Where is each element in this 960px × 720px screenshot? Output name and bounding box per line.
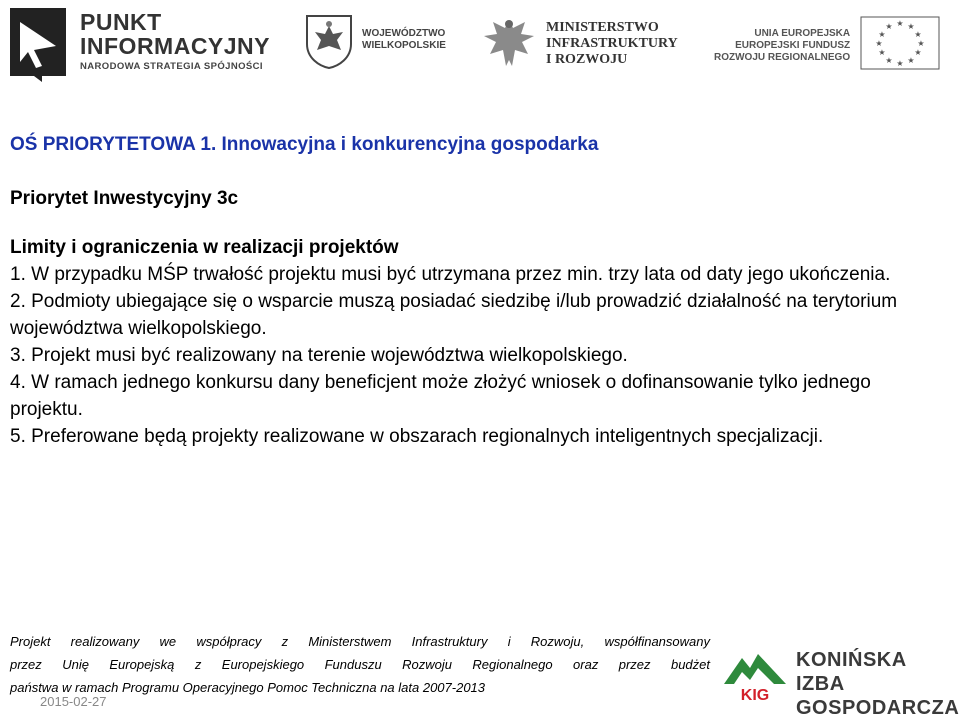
limit-item-4: 4. W ramach jednego konkursu dany beneficjent może złożyć wniosek o dofinansowanie tylko jednego projektu. [10, 372, 871, 420]
investment-priority-heading: Priorytet Inwestycyjny 3c [10, 188, 239, 209]
limit-item-2: 2. Podmioty ubiegające się o wsparcie muszą posiadać siedzibę i/lub prowadzić działalność na terytorium województwa wielkopolskiego. [10, 291, 898, 339]
limit-item-1: 1. W przypadku MŚP trwałość projektu musi być utrzymana przez min. trzy lata od daty jego ukończenia. [10, 264, 891, 285]
limits-list [10, 261, 940, 450]
svg-text:KIG: KIG [740, 687, 770, 704]
svg-text:★: ★ [907, 56, 915, 65]
eu-fund-logo-text: UNIA EUROPEJSKA EUROPEJSKI FUNDUSZ ROZWOJU REGIONALNEGO [714, 28, 851, 63]
svg-text:★: ★ [875, 39, 883, 48]
wielkopolska-logo-text: WOJEWÓDZTWO WIELKOPOLSKIE [362, 28, 446, 51]
svg-text:★: ★ [885, 22, 893, 31]
logo-header [0, 0, 960, 90]
svg-text:★: ★ [896, 59, 904, 68]
svg-text:★: ★ [917, 39, 925, 48]
kig-logo-text: KONIŃSKA IZBA GOSPODARCZA [796, 649, 960, 719]
ministry-eagle-icon [480, 14, 538, 72]
svg-text:★: ★ [878, 48, 886, 57]
svg-text:★: ★ [914, 48, 922, 57]
kig-logo-icon [720, 644, 790, 704]
svg-text:★: ★ [896, 19, 904, 28]
wielkopolska-emblem-icon [305, 14, 353, 70]
ministry-logo-text: MINISTERSTWO INFRASTRUKTURY I ROZWOJU [546, 20, 678, 67]
svg-text:★: ★ [907, 22, 915, 31]
svg-text:★: ★ [914, 30, 922, 39]
footer-line-3: państwa w ramach Programu Operacyjnego Pomoc Techniczna na lata 2007-2013 [10, 680, 486, 695]
eu-flag-icon [860, 16, 940, 70]
footer-line-1: Projekt realizowany we współpracy z Ministerstwem Infrastruktury i Rozwoju, współfinansowany [10, 634, 710, 649]
svg-text:★: ★ [885, 56, 893, 65]
limits-heading: Limity i ograniczenia w realizacji projektów [10, 237, 399, 258]
funding-footer [10, 630, 710, 699]
limit-item-5: 5. Preferowane będą projekty realizowane w obszarach regionalnych inteligentnych specjalizacji. [10, 426, 824, 447]
punkt-informacyjny-logo-icon [6, 6, 70, 84]
slide-date: 2015-02-27 [40, 694, 107, 709]
priority-axis-title: OŚ PRIORYTETOWA 1. Innowacyjna i konkurencyjna gospodarka [10, 134, 599, 155]
limit-item-3: 3. Projekt musi być realizowany na terenie województwa wielkopolskiego. [10, 345, 628, 366]
svg-text:★: ★ [878, 30, 886, 39]
footer-line-2: przez Unię Europejską z Europejskiego Funduszu Rozwoju Regionalnego oraz przez budżet [10, 657, 710, 672]
punkt-informacyjny-logo-text: PUNKT INFORMACYJNY NARODOWA STRATEGIA SPÓJNOŚCI [80, 9, 271, 72]
slide-content [10, 128, 940, 450]
